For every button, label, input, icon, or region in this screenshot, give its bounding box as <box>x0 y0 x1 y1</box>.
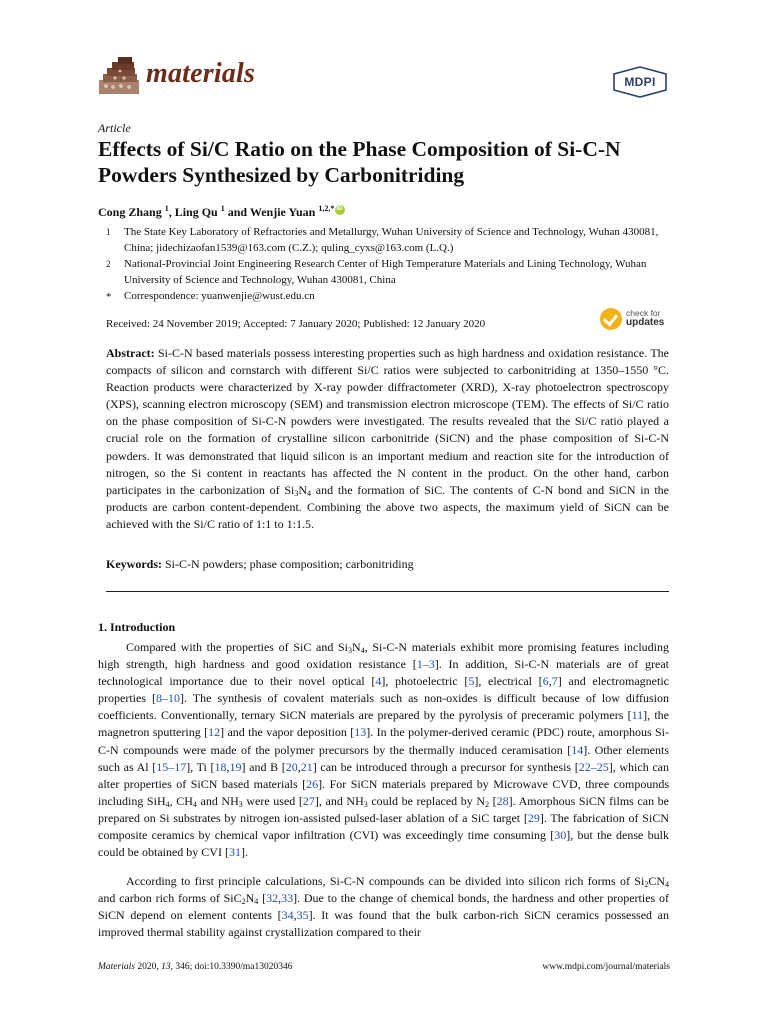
reference-link[interactable]: 18 <box>214 759 227 774</box>
affiliation-ref: 1 <box>164 204 169 213</box>
text-run: , <box>226 759 230 774</box>
author-name[interactable]: Ling Qu <box>174 205 218 219</box>
text-run: CN <box>648 874 665 888</box>
text-run: ]. In addition, Si-C-N materials are of great technological importance due to their novel optical [ <box>98 657 669 689</box>
text-run: ]. Due to the change of chemical bonds, the hardness and other properties of SiCN depend on element contents [ <box>98 891 669 923</box>
text-run: ]. In the polymer-derived ceramic (PDC) route, amorphous Si-C-N compounds were made of the polymer precursors by the thermally induced ceramisation [ <box>98 725 669 757</box>
materials-logo-icon <box>98 56 144 98</box>
check-for-updates-button[interactable] <box>600 306 672 334</box>
abstract-text: and the formation of SiC. The contents of C-N bond and SiCN in the products are carbon content-dependent. Combining the above two aspects, the maximum yield of SiCN can be achieved with the Si/C ratio of 1:1 to 1:1.5. <box>106 482 669 531</box>
text-run: ], which can alter properties of SiCN based materials [ <box>98 759 669 791</box>
orcid-icon[interactable] <box>335 205 345 215</box>
subscript: 4 <box>665 880 669 889</box>
keywords <box>106 557 669 572</box>
journal-name: materials <box>146 58 256 89</box>
text-run: and NH <box>196 793 239 808</box>
text-run: ]. For SiCN materials prepared by Microwave CVD, three compounds including SiH <box>98 776 669 808</box>
paper-title: Effects of Si/C Ratio on the Phase Composition of Si-C-N Powders Synthesized by Carbonitriding <box>98 137 621 187</box>
mdpi-logo <box>612 66 668 98</box>
footer-journal: Materials <box>98 962 135 972</box>
reference-link[interactable]: 27 <box>302 793 315 808</box>
text-run: ], and NH <box>314 793 364 808</box>
reference-link[interactable]: 6 <box>542 674 549 689</box>
text-run: ] and electromagnetic properties [ <box>98 674 669 706</box>
subscript: 4 <box>254 897 259 907</box>
abstract <box>106 345 669 533</box>
reference-link[interactable]: 29 <box>527 810 540 825</box>
subscript: 3 <box>363 799 368 809</box>
subscript: 3 <box>238 799 243 809</box>
subscript: 3 <box>348 646 353 655</box>
text-run: ]. Amorphous SiCN films can be prepared on Si substrates by nitrogen ion-assisted pulsed-laser ablation of a SiC target [ <box>98 793 670 825</box>
text-run: ], electrical [ <box>474 674 543 689</box>
author-list <box>98 204 345 220</box>
affiliation-item <box>98 256 668 288</box>
reference-link[interactable]: 15–17 <box>156 759 187 774</box>
text-run: ], photoelectric [ <box>381 674 469 689</box>
text-run: ]. <box>240 845 248 860</box>
article-type: Article <box>98 121 131 135</box>
text-run: could be replaced by N <box>367 793 486 808</box>
affiliation-text: The State Key Laboratory of Refractories and Metallurgy, Wuhan University of Science and Technology, Wuhan 430081, China; jidechizaofan1539@163.com (C.Z.); quling_cyxs@163.com (L.Q.) <box>124 226 659 254</box>
reference-link[interactable]: 26 <box>306 776 319 791</box>
correspondence <box>98 288 668 304</box>
author-name[interactable]: Wenjie Yuan <box>249 205 316 219</box>
reference-link[interactable]: 22–25 <box>578 759 609 774</box>
abstract-label: Abstract: <box>106 346 155 360</box>
section-heading: 1. Introduction <box>98 620 176 634</box>
text-run: N <box>245 891 255 906</box>
text-run: were used [ <box>242 793 303 808</box>
text-run: , <box>293 908 297 923</box>
reference-link[interactable]: 31 <box>228 845 241 860</box>
reference-link[interactable]: 14 <box>571 742 584 757</box>
text-run: , <box>548 674 552 689</box>
reference-link[interactable]: 12 <box>208 725 221 740</box>
subscript: 2 <box>241 897 246 907</box>
text-run: ], but the dense bulk could be obtained by CVI [ <box>98 828 669 860</box>
text-run: [ <box>489 793 497 808</box>
subscript: 2 <box>485 799 490 809</box>
reference-link[interactable]: 34 <box>281 908 294 923</box>
text-run: ]. The synthesis of covalent materials such as non-oxides is difficult because of low diffusion coefficients. Conventionally, ternary SiCN materials are prepared by the pyrolysis of preceramic polymers [ <box>98 691 670 723</box>
subscript: 4 <box>192 799 197 809</box>
affiliation-marker: 2 <box>106 259 111 269</box>
affiliation-ref: 1 <box>220 204 225 213</box>
reference-link[interactable]: 30 <box>554 828 567 843</box>
reference-link[interactable]: 32 <box>266 891 279 906</box>
abstract-text: N <box>298 482 308 497</box>
checkmark-icon <box>600 308 622 330</box>
reference-link[interactable]: 1–3 <box>416 657 435 672</box>
publisher-name: MDPI <box>624 75 656 89</box>
text-run: and carbon rich forms of SiC <box>98 891 242 906</box>
affiliation-text: National-Provincial Joint Engineering Research Center of High Temperature Materials and Lining Technology, Wuhan University of Science and Technology, Wuhan 430081, China <box>124 258 647 286</box>
text-run: ]. The fabrication of SiCN composite ceramics by chemical vapor infiltration (CVI) was exceedingly time consuming [ <box>98 810 669 843</box>
keywords-label: Keywords: <box>106 557 162 571</box>
text-run: According to first principle calculations, Si-C-N compounds can be divided into silicon rich forms of Si <box>126 874 645 888</box>
keywords-text: Si-C-N powders; phase composition; carbonitriding <box>162 557 414 571</box>
text-run: ] can be introduced through a precursor for synthesis [ <box>312 759 579 774</box>
correspondence-marker: * <box>106 291 112 303</box>
text-run: ]. Other elements such as Al [ <box>98 742 670 774</box>
footer-citation <box>98 962 293 972</box>
body-paragraph <box>98 873 669 941</box>
footer-volume: 13 <box>161 962 171 972</box>
text-run: Compared with the properties of SiC and Si <box>126 640 349 654</box>
reference-link[interactable]: 19 <box>229 759 242 774</box>
author-separator: and <box>224 205 250 219</box>
author-name[interactable]: Cong Zhang <box>98 205 162 219</box>
correspondence-text: Correspondence: yuanwenjie@wust.edu.cn <box>124 290 315 302</box>
affiliation-item <box>98 224 668 256</box>
publication-dates: Received: 24 November 2019; Accepted: 7 January 2020; Published: 12 January 2020 <box>106 318 486 330</box>
reference-link[interactable]: 35 <box>296 908 309 923</box>
reference-link[interactable]: 7 <box>551 674 558 689</box>
check-updates-line1: check for <box>626 308 661 318</box>
reference-link[interactable]: 8–10 <box>156 691 180 706</box>
text-run: ] and B [ <box>241 759 286 774</box>
subscript: 4 <box>165 799 170 809</box>
body-paragraph <box>98 639 669 861</box>
author-separator: , <box>168 205 175 219</box>
footer-year: 2020, <box>134 962 162 972</box>
reference-link[interactable]: 33 <box>281 891 294 906</box>
abstract-text: Si-C-N based materials possess interesting properties such as high hardness and oxidation resistance. The compacts of silicon and cornstarch with different Si/C ratios were subjected to carbonitriding at 1350–1550 °C. Reaction products were characterized by X-ray powder diffractometer (XRD), X-ray photoelectron spectroscopy (XPS), scanning electron microscopy (SEM) and transmission electron microscope (TEM). The effects of Si/C ratio on the phase composition of Si-C-N powders were investigated. The results revealed that the Si/C ratio played a crucial role on the formation of crystalline silicon carbonitride (SiCN) and the phase composition of Si-C-N powders. It was demonstrated that liquid silicon is an important medium and reaction site for the introduction of nitrogen, so the Si content in reactants has affected the N content in the product. On the other hand, carbon participates in the carbonization of Si <box>106 346 669 497</box>
footer-doi: , 346; doi:10.3390/ma13020346 <box>170 962 293 972</box>
footer-url[interactable]: www.mdpi.com/journal/materials <box>542 962 670 972</box>
text-run: N <box>352 640 361 654</box>
reference-link[interactable]: 4 <box>375 674 382 689</box>
reference-link[interactable]: 28 <box>496 793 509 808</box>
subscript: 4 <box>307 488 312 498</box>
affiliation-marker: 1 <box>106 227 111 237</box>
text-run: ], Ti [ <box>186 759 215 774</box>
reference-link[interactable]: 13 <box>354 725 367 740</box>
reference-link[interactable]: 21 <box>300 759 313 774</box>
reference-link[interactable]: 5 <box>468 674 475 689</box>
subscript: 3 <box>294 488 299 498</box>
text-run: , <box>297 759 301 774</box>
text-run: ] and the vapor deposition [ <box>220 725 355 740</box>
text-run: [ <box>258 891 267 906</box>
text-run: , Si-C-N materials exhibit more promising features including high strength, high hardness and good oxidation resistance [ <box>98 640 669 672</box>
text-run: ]. It was found that the bulk carbon-rich SiCN ceramics possessed an improved thermal stability against crystallization compared to their <box>98 908 670 940</box>
subscript: 2 <box>644 880 649 889</box>
affiliation-ref: 1,2,* <box>318 204 335 213</box>
text-run: , <box>278 891 282 906</box>
text-run: ], the magnetron sputtering [ <box>98 708 670 740</box>
subscript: 4 <box>360 646 365 655</box>
check-updates-line2: updates <box>626 317 665 328</box>
text-run: , CH <box>169 793 193 808</box>
section-divider <box>106 591 669 592</box>
reference-link[interactable]: 20 <box>285 759 298 774</box>
reference-link[interactable]: 11 <box>631 708 644 723</box>
